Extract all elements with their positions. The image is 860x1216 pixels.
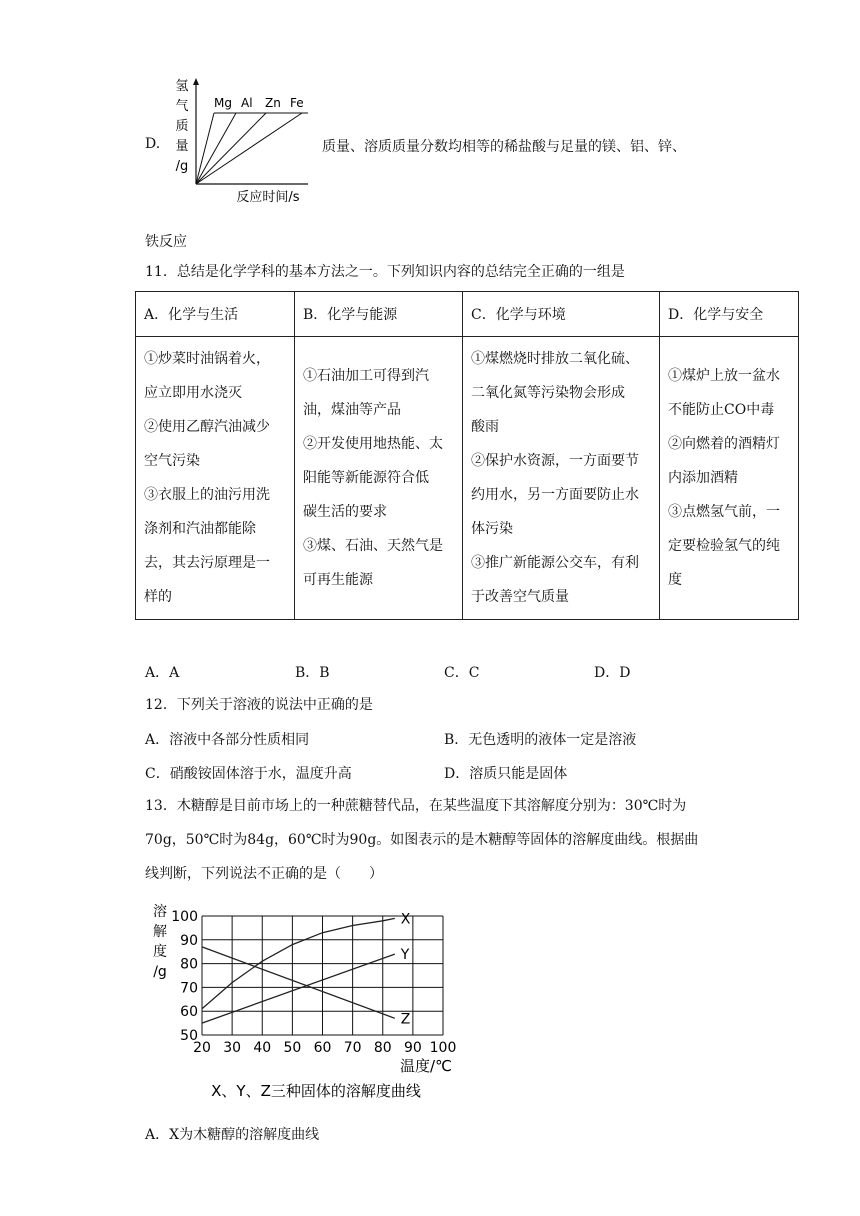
q11-cell-line: 碳生活的要求 — [303, 504, 387, 520]
y-tick-label: 60 — [180, 1004, 198, 1021]
q13-stem-line2: 70g，50℃时为84g，60℃时为90g。如图表示的是木糖醇等固体的溶解度曲线。根据曲 — [145, 832, 699, 848]
y-tick-label: 80 — [180, 956, 198, 973]
q10-y-label-char: 氢 — [175, 79, 189, 94]
q10-y-label-char: 气 — [175, 99, 189, 114]
q10-y-label-char: 量 — [175, 139, 189, 154]
q11-cell-line: 不能防止CO中毒 — [668, 402, 775, 418]
q11-cell-line: ②开发使用地热能、太 — [303, 436, 443, 452]
q11-option-d: D．D — [594, 665, 631, 681]
series-label-z: Z — [400, 1011, 411, 1028]
q11-cell-line: 应立即用水浇灭 — [144, 385, 242, 401]
series-line-z — [202, 947, 395, 1018]
y-tick-label: 90 — [180, 932, 198, 949]
x-tick-label: 30 — [223, 1040, 242, 1056]
q13-option-a: A．X为木糖醇的溶解度曲线 — [145, 1127, 320, 1143]
q11-cell-line: 涤剂和汽油都能除 — [144, 521, 256, 537]
q11-option-a: A．A — [145, 665, 180, 681]
series-line-y — [202, 954, 395, 1023]
q11-cell-line: ①炒菜时油锅着火， — [144, 351, 270, 367]
y-axis-label-char: 解 — [153, 924, 167, 940]
q11-cell-line: ③煤、石油、天然气是 — [303, 538, 443, 554]
y-axis-label-char: 溶 — [153, 904, 167, 920]
series-label-y: Y — [400, 947, 410, 964]
q11-option-c: C．C — [444, 665, 480, 681]
q10-option-text: 质量、溶质质量分数均相等的稀盐酸与足量的镁、铝、锌、 — [322, 139, 686, 155]
q11-cell-line: 可再生能源 — [303, 572, 373, 588]
q11-cell-line: 二氧化氮等污染物会形成 — [471, 385, 625, 401]
x-tick-label: 20 — [193, 1040, 211, 1056]
q11-cell-line: ②向燃着的酒精灯 — [668, 436, 780, 452]
q10-line-al — [196, 113, 236, 184]
y-tick-label: 100 — [171, 909, 198, 925]
q11-cell-line: 空气污染 — [144, 453, 200, 469]
q10-line-zn — [196, 113, 266, 184]
q12-option-c: C．硝酸铵固体溶于水，温度升高 — [145, 766, 352, 782]
q11-cell-line: 样的 — [144, 589, 172, 605]
q11-cell-line: 度 — [668, 572, 682, 588]
q13-stem-line1: 13．木糖醇是目前市场上的一种蔗糖替代品，在某些温度下其溶解度分别为：30℃时为 — [145, 798, 687, 814]
q11-cell-b — [295, 337, 463, 620]
q10-option-text-cont: 铁反应 — [145, 234, 187, 250]
x-tick-label: 40 — [253, 1040, 272, 1056]
x-tick-label: 100 — [429, 1040, 457, 1056]
q10-label-zn: Zn — [265, 96, 281, 110]
x-tick-label: 50 — [283, 1040, 302, 1056]
q11-stem: 11．总结是化学学科的基本方法之一。下列知识内容的总结完全正确的一组是 — [145, 264, 625, 280]
series-label-x: X — [400, 911, 411, 928]
y-tick-label: 50 — [180, 1028, 198, 1044]
q11-table — [135, 291, 799, 620]
q12-option-b: B．无色透明的液体一定是溶液 — [444, 732, 637, 748]
q11-header-d: D．化学与安全 — [660, 292, 799, 337]
q11-cell-line: 油，煤油等产品 — [303, 402, 401, 418]
q10-y-label-char: 质 — [175, 119, 189, 134]
q11-header-b: B．化学与能源 — [295, 292, 463, 337]
q12-option-d: D．溶质只能是固体 — [444, 766, 568, 782]
solubility-x-label: 温度/℃ — [400, 1057, 452, 1075]
q11-cell-line: 阳能等新能源符合低 — [303, 470, 429, 486]
q10-label-al: Al — [241, 96, 253, 110]
q11-cell-a — [136, 337, 295, 620]
q11-cell-line: ②保护水资源，一方面要节 — [471, 453, 639, 469]
q13-stem-line3: 线判断，下列说法不正确的是（ ） — [145, 866, 383, 882]
x-tick-label: 90 — [403, 1040, 422, 1056]
q10-y-label-char: /g — [175, 159, 189, 174]
q10-hydrogen-graph — [168, 76, 318, 210]
q10-x-label: 反应时间/s — [236, 190, 300, 205]
q11-cell-c — [463, 337, 660, 620]
q11-cell-line: ①石油加工可得到汽 — [303, 368, 429, 384]
q10-label-mg: Mg — [214, 96, 232, 110]
q12-stem: 12．下列关于溶液的说法中正确的是 — [145, 697, 373, 713]
q11-cell-line: 于改善空气质量 — [471, 589, 569, 605]
q11-header-a: A．化学与生活 — [136, 292, 295, 337]
q11-cell-line: 体污染 — [471, 521, 513, 537]
q11-cell-line: ①煤燃烧时排放二氧化硫、 — [471, 351, 639, 367]
q11-cell-line: ③推广新能源公交车，有利 — [471, 555, 639, 571]
q11-cell-d — [660, 337, 799, 620]
q12-option-a: A．溶液中各部分性质相同 — [145, 732, 310, 748]
q10-line-fe — [196, 113, 302, 184]
q10-option-letter: D. — [145, 136, 161, 152]
q11-cell-line: 去，其去污原理是一 — [144, 555, 270, 571]
q11-cell-line: ③衣服上的油污用洗 — [144, 487, 270, 503]
q11-header-c: C．化学与环境 — [463, 292, 660, 337]
y-axis-label-char: 度 — [153, 944, 167, 960]
y-tick-label: 70 — [180, 980, 198, 997]
q11-cell-line: ②使用乙醇汽油减少 — [144, 419, 270, 435]
q10-y-arrow — [193, 78, 199, 85]
q11-cell-line: 约用水，另一方面要防止水 — [471, 487, 639, 503]
x-tick-label: 70 — [343, 1040, 362, 1056]
q11-cell-line: ③点燃氢气前，一 — [668, 504, 780, 520]
q10-label-fe: Fe — [290, 96, 304, 110]
solubility-title: X、Y、Z三种固体的溶解度曲线 — [211, 1082, 421, 1100]
solubility-chart — [150, 900, 470, 1100]
y-axis-label-char: /g — [153, 964, 167, 980]
q11-cell-line: 酸雨 — [471, 419, 499, 435]
x-tick-label: 60 — [313, 1040, 332, 1056]
q11-cell-line: 内添加酒精 — [668, 470, 738, 486]
q11-option-b: B．B — [295, 665, 330, 681]
x-tick-label: 80 — [373, 1040, 392, 1056]
q11-cell-line: 定要检验氢气的纯 — [668, 538, 780, 554]
q11-cell-line: ①煤炉上放一盆水 — [668, 368, 780, 384]
